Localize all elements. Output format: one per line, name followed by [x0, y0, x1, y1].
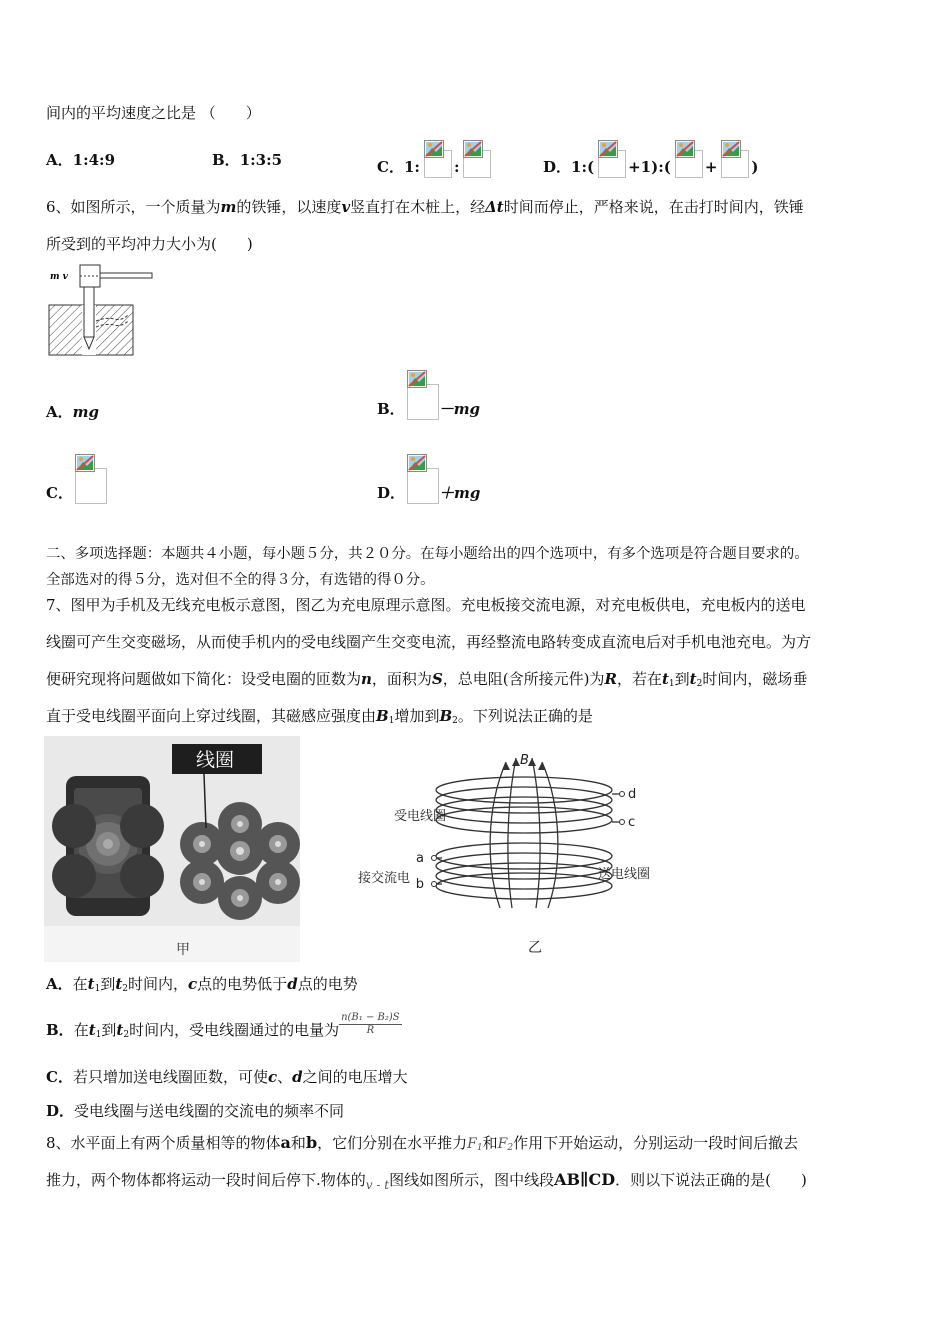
q7-option-d: D．受电线圈与送电线圈的交流电的频率不同 — [46, 1102, 345, 1120]
broken-image-icon — [422, 142, 452, 176]
q5-option-a: A．1:4:9 — [46, 151, 116, 169]
section-2-line-1: 二、多项选择题：本题共４小题，每小题５分，共２０分。在每小题给出的四个选项中，有多个选项是符合题目要求的。 — [46, 546, 809, 562]
phone-coil-figure — [44, 736, 300, 962]
q6-option-a: A．mg — [46, 403, 100, 421]
intro-line: 间内的平均速度之比是 （ ） — [46, 104, 261, 122]
q5-option-c: C．1: : — [377, 142, 493, 176]
q6-option-d: D． ＋mg — [377, 456, 480, 508]
receive-coil-label: 受电线圈 — [394, 809, 447, 824]
broken-image-icon — [596, 142, 626, 176]
ac-source-label: 接交流电 — [358, 871, 411, 886]
q6-line-1: 6、如图所示，一个质量为m的铁锤，以速度v竖直打在木桩上，经Δt时间而停止，严格来说，在击打时间内，铁锤 — [46, 198, 804, 216]
coil-schematic-figure — [350, 748, 670, 958]
q8-line-2: 推力，两个物体都将运动一段时间后停下.物体的$_{v - t}$图线如图所示，图中线段AB∥CD．则以下说法正确的是( ) — [46, 1170, 807, 1192]
fig-mv-label: m v — [50, 272, 68, 282]
terminal-d-label: d — [628, 787, 637, 802]
broken-image-icon — [673, 142, 703, 176]
q7-line-1: 7、图甲为手机及无线充电板示意图，图乙为充电原理示意图。充电板接交流电源，对充电板供电，充电板内的送电 — [46, 596, 806, 614]
terminal-b-label: b — [415, 877, 424, 892]
field-b-label: B — [520, 753, 529, 768]
figure-jia-caption: 甲 — [176, 942, 190, 958]
send-coil-label: 送电线圈 — [598, 867, 651, 882]
q8-line-1: 8、水平面上有两个质量相等的物体a和b，它们分别在水平推力$F_1$和$F_2$作用下开始运动，分别运动一段时间后撤去 — [46, 1133, 799, 1153]
coil-tag-label: 线圈 — [196, 749, 235, 771]
q7-option-c: C．若只增加送电线圈匝数，可使c、d之间的电压增大 — [46, 1068, 408, 1086]
q5-option-b: B．1:3:5 — [212, 151, 283, 169]
broken-image-icon — [405, 456, 439, 504]
q7-option-a: A．在$t_1$到$t_2$时间内，c点的电势低于d点的电势 — [46, 975, 358, 994]
section-2-line-2: 全部选对的得５分，选对但不全的得３分，有选错的得０分。 — [46, 572, 435, 588]
broken-image-icon — [461, 142, 491, 176]
q7-line-3: 便研究现将问题做如下简化：设受电圈的匝数为n，面积为S，总电阻(含所接元件)为R，若在$t_1$到$t_2$时间内，磁场垂 — [46, 670, 808, 689]
broken-image-icon — [73, 456, 107, 504]
q5-option-d: D．1:( +1):( + ) — [543, 142, 759, 176]
q7-line-2: 线圈可产生交变磁场，从而使手机内的受电线圈产生交变电流，再经整流电路转变成直流电后对手机电池充电。为方 — [46, 633, 812, 651]
terminal-c-label: c — [628, 815, 636, 830]
terminal-a-label: a — [416, 851, 424, 866]
hammer-pile-figure — [46, 263, 158, 358]
q6-option-b: B． －mg — [377, 372, 480, 424]
charge-fraction: $\frac{\text{n(B₁ − B₂)S}}{R}$ — [341, 1012, 400, 1036]
q6-option-c: C． — [46, 456, 107, 508]
figure-yi-caption: 乙 — [528, 940, 542, 956]
q6-line-2: 所受到的平均冲力大小为( ) — [46, 235, 253, 253]
broken-image-icon — [405, 372, 439, 420]
broken-image-icon — [719, 142, 749, 176]
q7-option-b: B．在$t_1$到$t_2$时间内，受电线圈通过的电量为 $\frac{\text{n(B₁ − B₂)S}}{R}$ — [46, 1012, 400, 1040]
q7-line-4: 直于受电线圈平面向上穿过线圈，其磁感应强度由$B_1$增加到$B_2$。下列说法正确的是 — [46, 707, 593, 726]
